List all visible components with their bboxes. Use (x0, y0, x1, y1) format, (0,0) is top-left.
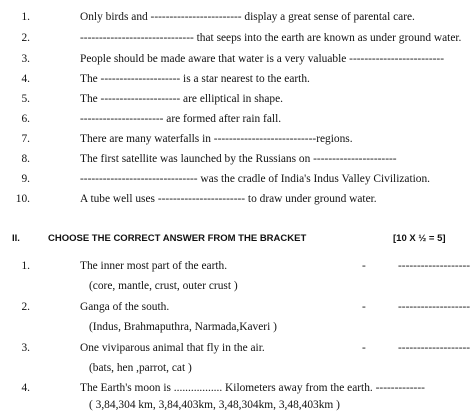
item-number: 8. (21, 153, 30, 165)
question-options: (core, mantle, crust, outer crust ) (89, 280, 238, 292)
answer-blank: ------------------- (398, 260, 471, 272)
section-marks: [10 X ½ = 5] (393, 233, 446, 244)
item-text: There are many waterfalls in ---------------------------regions. (80, 133, 353, 145)
item-text: The first satellite was launched by the Russians on ---------------------- (80, 153, 397, 165)
separator-dash: - (362, 301, 366, 313)
item-text: The --------------------- is a star nearest to the earth. (80, 73, 310, 85)
question-number: 1. (21, 260, 30, 272)
question-options: (bats, hen ,parrot, cat ) (89, 362, 192, 374)
question-text: Ganga of the south. (80, 301, 170, 313)
question-number: 3. (21, 342, 30, 354)
item-text: The --------------------- are elliptical in shape. (80, 93, 284, 105)
item-number: 7. (21, 133, 30, 145)
item-text: ------------------------------ that seeps into the earth are known as under ground water. (80, 32, 462, 44)
question-number: 4. (21, 382, 30, 394)
item-number: 2. (21, 32, 30, 44)
answer-blank: ------------------- (398, 301, 471, 313)
separator-dash: - (362, 260, 366, 272)
item-text: People should be made aware that water is a very valuable ------------------------- (80, 53, 444, 65)
question-options: (Indus, Brahmaputhra, Narmada,Kaveri ) (89, 321, 277, 333)
item-number: 10. (15, 193, 30, 205)
item-number: 9. (21, 173, 30, 185)
question-text: One viviparous animal that fly in the air. (80, 342, 265, 354)
section-numeral: II. (12, 233, 20, 244)
section-title: CHOOSE THE CORRECT ANSWER FROM THE BRACKET (48, 233, 307, 244)
item-text: Only birds and ------------------------ display a great sense of parental care. (80, 11, 415, 23)
item-text: ---------------------- are formed after rain fall. (80, 113, 282, 125)
question-text: The inner most part of the earth. (80, 260, 228, 272)
item-number: 5. (21, 93, 30, 105)
item-number: 4. (21, 73, 30, 85)
answer-blank: ------------------- (398, 342, 471, 354)
question-number: 2. (21, 301, 30, 313)
item-number: 6. (21, 113, 30, 125)
separator-dash: - (362, 342, 366, 354)
item-number: 3. (21, 53, 30, 65)
item-number: 1. (21, 11, 30, 23)
question-text: The Earth's moon is ................. Kilometers away from the earth. ------------- (80, 382, 425, 394)
item-text: ------------------------------- was the cradle of India's Indus Valley Civilization. (80, 173, 431, 185)
item-text: A tube well uses ----------------------- to draw under ground water. (80, 193, 377, 205)
question-options: ( 3,84,304 km, 3,84,403km, 3,48,304km, 3,48,403km ) (89, 399, 340, 411)
